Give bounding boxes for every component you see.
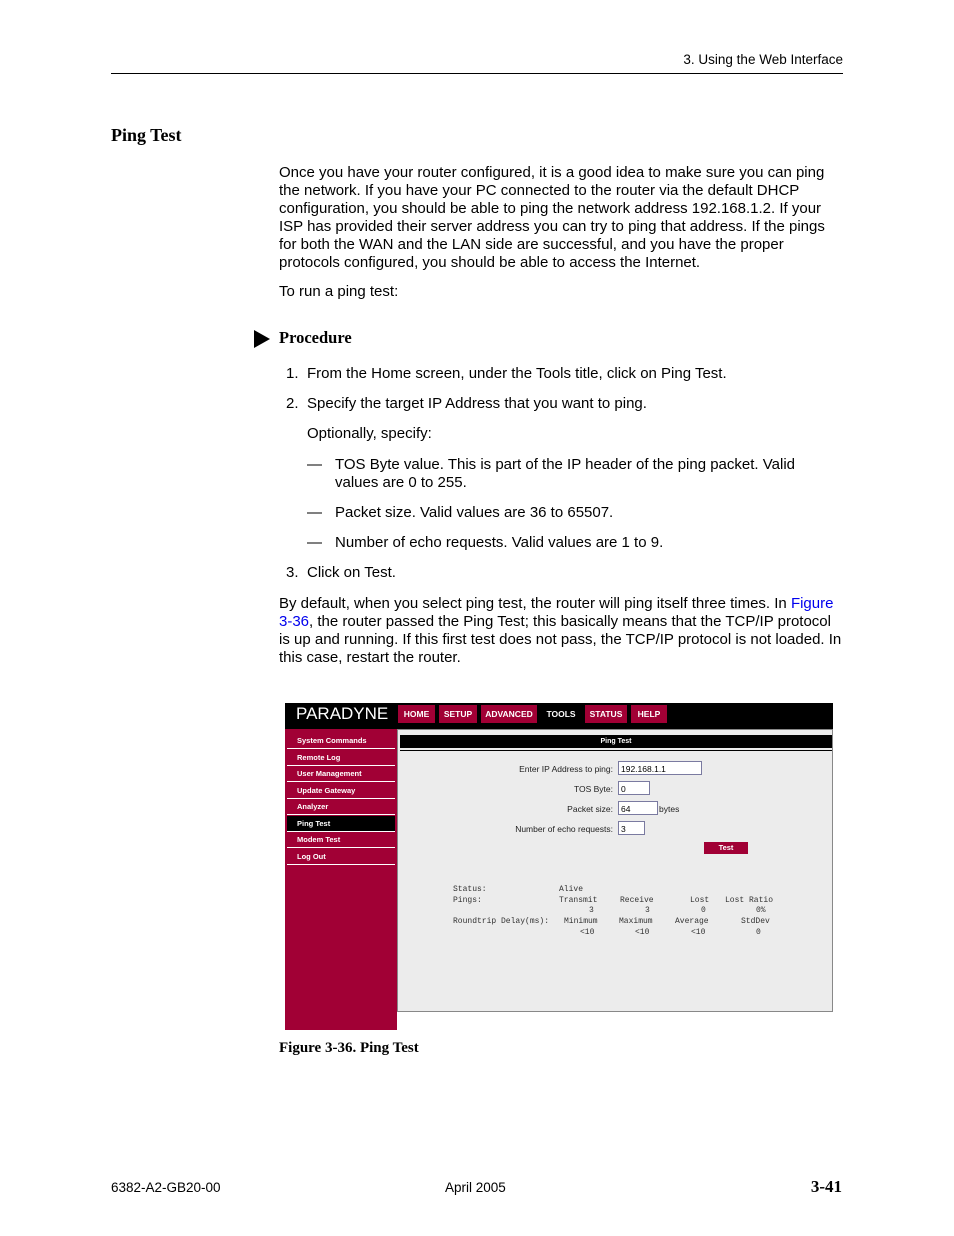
- lost-header: Lost: [690, 896, 710, 905]
- pings-label: Pings:: [453, 896, 482, 905]
- echo-requests-label: Number of echo requests:: [515, 824, 613, 834]
- option-item: Packet size. Valid values are 36 to 65507.: [335, 504, 614, 521]
- ip-address-input[interactable]: 192.168.1.1: [618, 761, 702, 775]
- sidebar-item-remote-log[interactable]: Remote Log: [287, 750, 395, 766]
- minimum-header: Minimum: [564, 917, 598, 926]
- top-nav-bar: [285, 703, 833, 729]
- step-number: 3.: [286, 564, 299, 581]
- nav-status[interactable]: STATUS: [585, 705, 627, 723]
- stddev-header: StdDev: [741, 917, 770, 926]
- roundtrip-delay-label: Roundtrip Delay(ms):: [453, 917, 550, 926]
- average-header: Average: [675, 917, 709, 926]
- procedure-title: Procedure: [279, 328, 352, 347]
- transmit-value: 3: [589, 906, 594, 915]
- closing-paragraph: [279, 595, 844, 667]
- nav-home[interactable]: HOME: [398, 705, 435, 723]
- maximum-header: Maximum: [619, 917, 653, 926]
- closing-text: , the router passed the Ping Test; this basically means that the TCP/IP protocol is up and running. If this first test does not pass, the TCP/IP protocol is not loaded. In this case, restart the router.: [279, 613, 842, 666]
- ip-address-label: Enter IP Address to ping:: [519, 764, 613, 774]
- step-text: Specify the target IP Address that you want to ping.: [307, 395, 647, 412]
- sidebar-item-log-out[interactable]: Log Out: [287, 849, 395, 865]
- sidebar-item-modem-test[interactable]: Modem Test: [287, 832, 395, 848]
- footer-date: April 2005: [445, 1180, 506, 1195]
- footer-doc-id: 6382-A2-GB20-00: [111, 1180, 221, 1195]
- dash-bullet: —: [307, 504, 322, 521]
- sidebar-item-analyzer[interactable]: Analyzer: [287, 799, 395, 815]
- optionally-text: Optionally, specify:: [307, 425, 432, 442]
- step-text: From the Home screen, under the Tools title, click on Ping Test.: [307, 365, 727, 382]
- tos-byte-input[interactable]: 0: [618, 781, 650, 795]
- receive-value: 3: [645, 906, 650, 915]
- to-run-text: To run a ping test:: [279, 283, 399, 300]
- paradyne-logo: PARADYNE: [296, 704, 389, 723]
- option-item: Number of echo requests. Valid values are 1 to 9.: [335, 534, 664, 551]
- test-button[interactable]: Test: [704, 842, 748, 854]
- closing-text: By default, when you select ping test, the router will ping itself three times. In: [279, 595, 791, 612]
- figure-link[interactable]: Figure 3-36: [279, 595, 834, 630]
- nav-advanced[interactable]: ADVANCED: [481, 705, 537, 723]
- sidebar-item-user-management[interactable]: User Management: [287, 766, 395, 782]
- panel-title: Ping Test: [400, 735, 832, 748]
- step-number: 1.: [286, 365, 299, 382]
- nav-setup[interactable]: SETUP: [439, 705, 477, 723]
- section-title: Ping Test: [111, 125, 182, 145]
- average-value: <10: [691, 928, 706, 937]
- maximum-value: <10: [635, 928, 650, 937]
- lost-ratio-value: 0%: [756, 906, 766, 915]
- nav-help[interactable]: HELP: [631, 705, 667, 723]
- figure-caption: Figure 3-36. Ping Test: [279, 1040, 419, 1056]
- procedure-arrow-icon: [254, 330, 270, 348]
- status-value: Alive: [559, 885, 584, 894]
- sidebar-item-system-commands[interactable]: System Commands: [287, 733, 395, 749]
- tools-sidebar: [285, 729, 397, 1030]
- sidebar-item-update-gateway[interactable]: Update Gateway: [287, 783, 395, 799]
- tos-byte-label: TOS Byte:: [573, 784, 613, 794]
- sidebar-item-ping-test[interactable]: Ping Test: [287, 816, 395, 832]
- lost-ratio-header: Lost Ratio: [725, 896, 774, 905]
- dash-bullet: —: [307, 534, 322, 551]
- intro-paragraph: Once you have your router configured, it is a good idea to make sure you can ping the network. If you have your PC connected to the router via the default DHCP configuration, you should be able to ping the network address 192.168.1.2. If your ISP has provided their server address you can try to ping that address. If the pings for both the WAN and the LAN side are successful, and you have the proper protocols configured, you should be able to access the Internet.: [279, 164, 825, 271]
- minimum-value: <10: [580, 928, 595, 937]
- running-head: 3. Using the Web Interface: [683, 52, 843, 67]
- ping-test-screenshot: [285, 703, 833, 1030]
- packet-size-unit: bytes: [659, 804, 680, 814]
- page-number: 3-41: [810, 1177, 842, 1196]
- step-number: 2.: [286, 395, 299, 412]
- option-item: TOS Byte value. This is part of the IP header of the ping packet. Valid values are 0 to 255.: [335, 456, 795, 491]
- receive-header: Receive: [620, 896, 654, 905]
- stddev-value: 0: [756, 928, 761, 937]
- packet-size-input[interactable]: 64: [618, 801, 658, 815]
- packet-size-label: Packet size:: [567, 804, 613, 814]
- transmit-header: Transmit: [559, 896, 598, 905]
- lost-value: 0: [701, 906, 706, 915]
- step-text: Click on Test.: [307, 564, 396, 581]
- panel-rule: [400, 750, 832, 751]
- header-rule: [111, 73, 843, 74]
- ping-test-panel: [397, 729, 833, 1012]
- status-label: Status:: [453, 885, 487, 894]
- dash-bullet: —: [307, 456, 322, 473]
- echo-requests-input[interactable]: 3: [618, 821, 645, 835]
- nav-tools[interactable]: TOOLS: [541, 705, 581, 723]
